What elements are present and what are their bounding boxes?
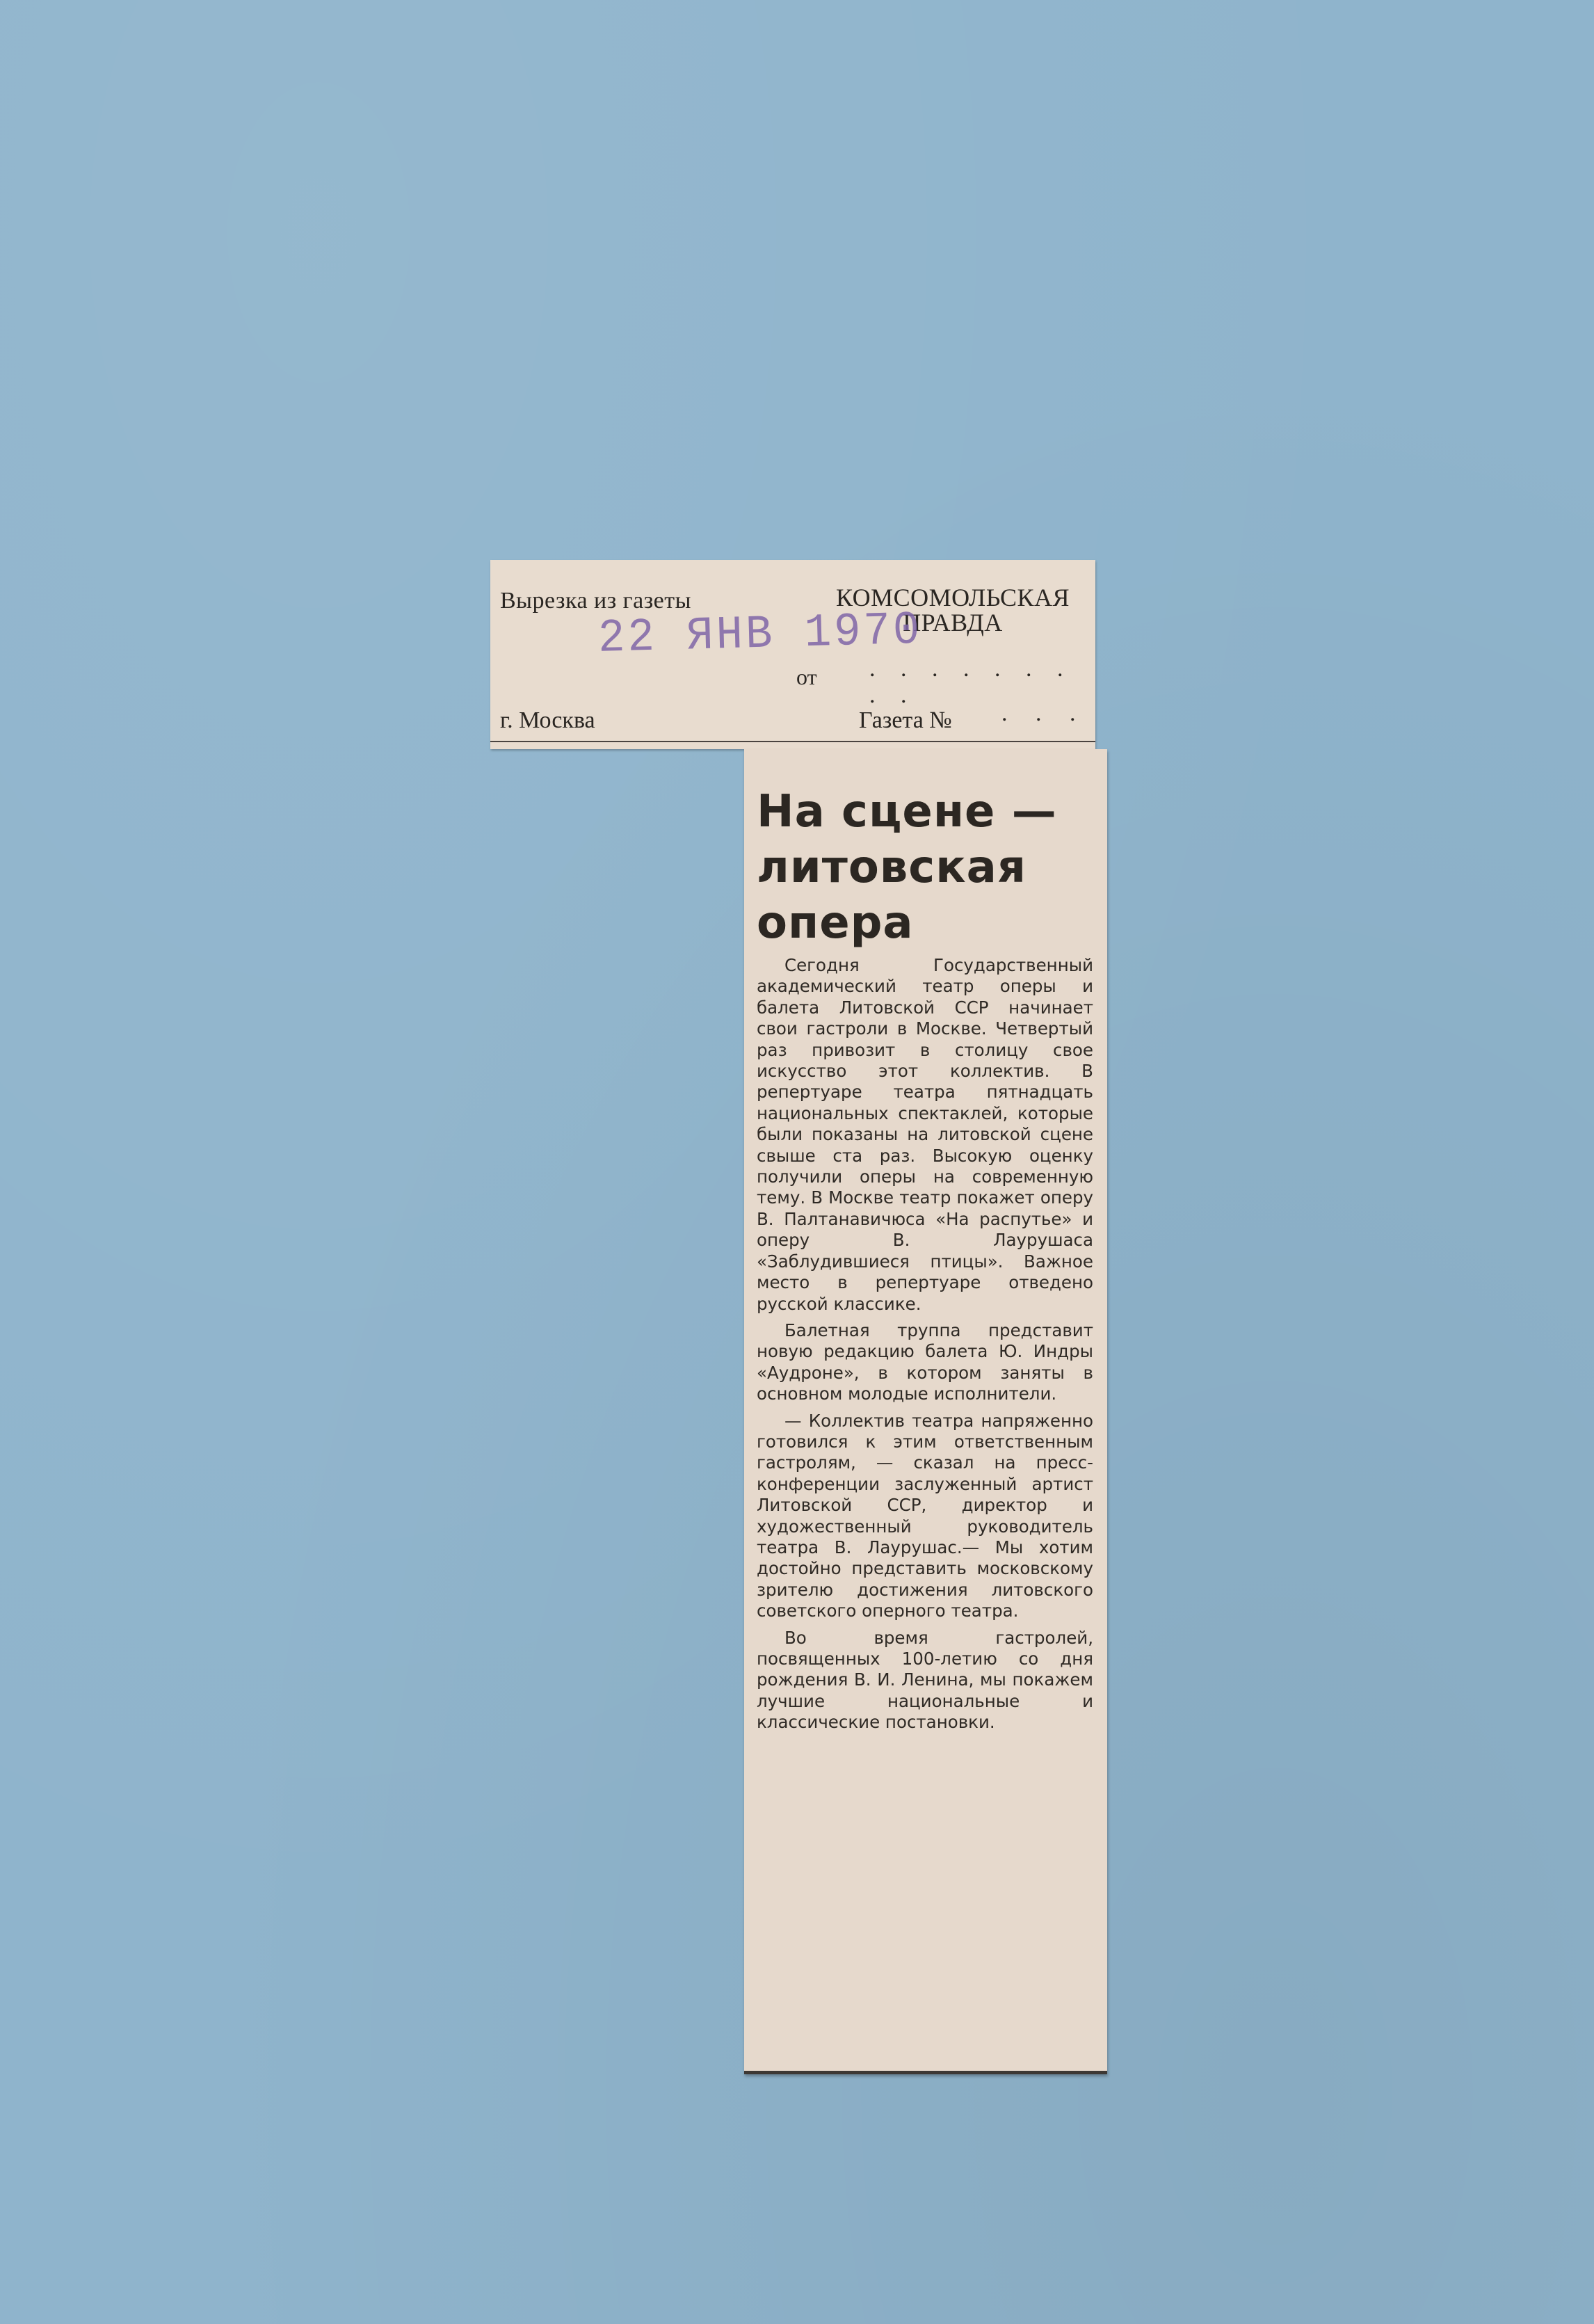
article-headline: На сцене — литовская опера	[757, 786, 1057, 949]
article-paragraph: Во время гастролей, посвященных 100-летию со дня рождения В. И. Ленина, мы покажем лучшие национальные и классические постановки.	[757, 1627, 1093, 1733]
article-paragraph: — Коллектив театра напряженно готовился к этим ответственным гастролям, — сказал на пресс-конференции заслуженный артист Литовской ССР, директор и художественный руководитель театра В. Лаурушас.— Мы хотим достойно представить московскому зрителю достижения литовского советского оперного театра.	[757, 1410, 1093, 1621]
date-stamp: 22 ЯНВ 1970	[597, 604, 924, 666]
clipping-label	[490, 560, 1095, 749]
article-paragraph: Балетная труппа представит новую редакцию балета Ю. Индры «Аудроне», в котором заняты в основном молодые исполнители.	[757, 1320, 1093, 1404]
issue-label: Газета №	[859, 707, 952, 733]
date-prefix: от	[796, 664, 817, 689]
source-label: Вырезка из газеты	[500, 588, 691, 614]
article-body	[757, 955, 1093, 1739]
city-label: г. Москва	[500, 707, 595, 733]
article-paragraph: Сегодня Государственный академический театр оперы и балета Литовской ССР начинает свои гастроли в Москве. Четвертый раз привозит в столицу свое искусство этот коллектив. В репертуаре театра пятнадцать национальных спектаклей, которые были показаны на литовской сцене свыше ста раз. Высокую оценку получили оперы на современную тему. В Москве театр покажет оперу В. Палтанавичюса «На распутье» и оперу В. Лаурушаса «Заблудившиеся птицы». Важное место в репертуаре отведено русской классике.	[757, 955, 1093, 1314]
newspaper-name: КОМСОМОЛЬСКАЯ ПРАВДА	[835, 584, 1070, 636]
label-rule	[490, 741, 1095, 742]
issue-dotted-line: . . .	[1001, 700, 1087, 726]
date-dotted-line: . . . . . . . . .	[869, 656, 1073, 708]
article-clipping	[744, 749, 1107, 2074]
